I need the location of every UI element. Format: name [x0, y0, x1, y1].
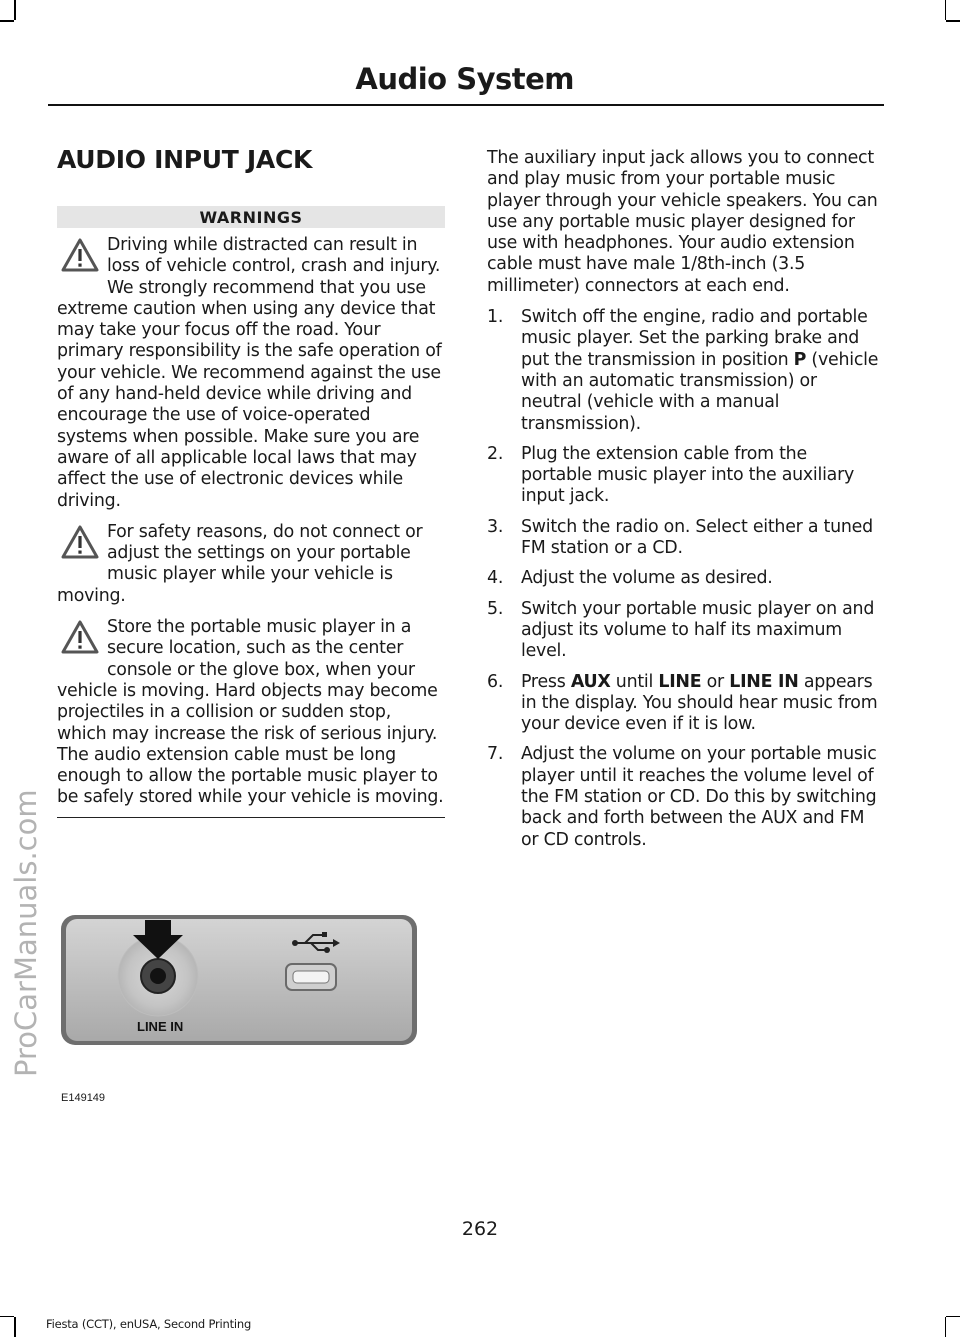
step-bold: P — [793, 349, 807, 370]
jack-label: LINE IN — [137, 1019, 184, 1034]
warning-block — [57, 617, 445, 809]
list-item — [487, 307, 879, 435]
page-header-title: Audio System — [355, 62, 574, 96]
step-text: Switch your portable music player on and adjust its volume to half its maximum level. — [521, 598, 875, 662]
step-number: 2. — [487, 443, 504, 464]
figure-id: E149149 — [61, 1092, 106, 1104]
list-item — [487, 568, 879, 589]
warnings-end-rule — [57, 809, 445, 818]
header-rule — [48, 104, 884, 106]
crop-mark — [0, 1316, 14, 1318]
warning-block — [57, 522, 445, 607]
step-text: Switch off the engine, radio and portable music player. Set the parking brake and put the transmission in position — [521, 307, 868, 370]
watermark: ProCarManuals.com — [9, 789, 43, 1077]
list-item — [487, 599, 879, 663]
warnings-heading: WARNINGS — [57, 206, 445, 228]
step-number: 7. — [487, 744, 504, 765]
step-text: appears in the display. You should hear music from your device even if it is low. — [521, 671, 878, 735]
aux-jack-illustration — [57, 905, 429, 1053]
step-number: 1. — [487, 307, 504, 328]
crop-mark — [14, 1317, 16, 1337]
section-title: AUDIO INPUT JACK — [57, 145, 313, 174]
warning-triangle-icon — [57, 524, 107, 566]
step-text: or — [701, 671, 730, 692]
crop-mark — [945, 0, 947, 20]
step-number: 5. — [487, 598, 504, 619]
step-text: Press — [521, 671, 571, 692]
step-text: Adjust the volume as desired. — [521, 568, 773, 589]
step-bold: LINE IN — [729, 671, 799, 692]
step-text: Plug the extension cable from the portable music player into the auxiliary input jack. — [521, 443, 855, 507]
crop-mark — [945, 1317, 947, 1337]
step-number: 6. — [487, 671, 504, 692]
step-number: 3. — [487, 516, 504, 537]
step-bold: LINE — [658, 671, 702, 692]
step-bold: AUX — [570, 671, 611, 692]
warning-triangle-icon — [57, 237, 107, 279]
list-item — [487, 672, 879, 736]
crop-mark — [0, 20, 14, 22]
step-text: Adjust the volume on your portable music player until it reaches the volume level of the FM station or CD. Do this by switching back and forth between the AUX and FM or CD controls. — [521, 744, 877, 850]
steps-list — [487, 307, 879, 851]
footer-note: Fiesta (CCT), enUSA, Second Printing — [46, 1317, 252, 1331]
crop-mark — [946, 1316, 960, 1318]
crop-mark — [14, 0, 16, 20]
step-text: (vehicle with an automatic transmission) or neutral (vehicle with a manual transmission). — [521, 349, 879, 434]
list-item — [487, 744, 879, 850]
warning-block — [57, 235, 445, 512]
warning-text: For safety reasons, do not connect or adjust the settings on your portable music player while your vehicle is moving. — [57, 521, 423, 606]
step-text: Switch the radio on. Select either a tuned FM station or a CD. — [521, 516, 873, 559]
intro-paragraph: The auxiliary input jack allows you to connect and play music from your portable music player through your vehicle speakers. You can use any portable music player designed for use with headphones. Your audio extension cable must have male 1/8th-inch (3.5 millimeter) connectors at each end. — [487, 148, 878, 296]
step-number: 4. — [487, 568, 504, 589]
left-column — [57, 145, 445, 818]
crop-mark — [946, 20, 960, 22]
warning-text: Store the portable music player in a secure location, such as the center console or the glove box, when your vehicle is moving. Hard objects may become projectiles in a collision or sudden stop, which may increase the risk of serious injury. The audio extension cable must be long enough to allow the portable music player to be safely stored while your vehicle is moving. — [57, 617, 444, 808]
step-text: until — [610, 671, 659, 692]
list-item — [487, 517, 879, 560]
right-column — [487, 148, 879, 860]
warning-text: Driving while distracted can result in loss of vehicle control, crash and injury. We strongly recommend that you use extreme caution when using any device that may take your focus off the road. Your primary responsibility is the safe operation of your vehicle. We recommend against the use of any hand-held device while driving and encourage the use of voice-operated systems when possible. Make sure you are aware of all applicable local laws that may affect the use of electronic devices while driving. — [57, 235, 442, 511]
warning-triangle-icon — [57, 619, 107, 661]
page-number: 262 — [461, 1218, 499, 1240]
list-item — [487, 444, 879, 508]
